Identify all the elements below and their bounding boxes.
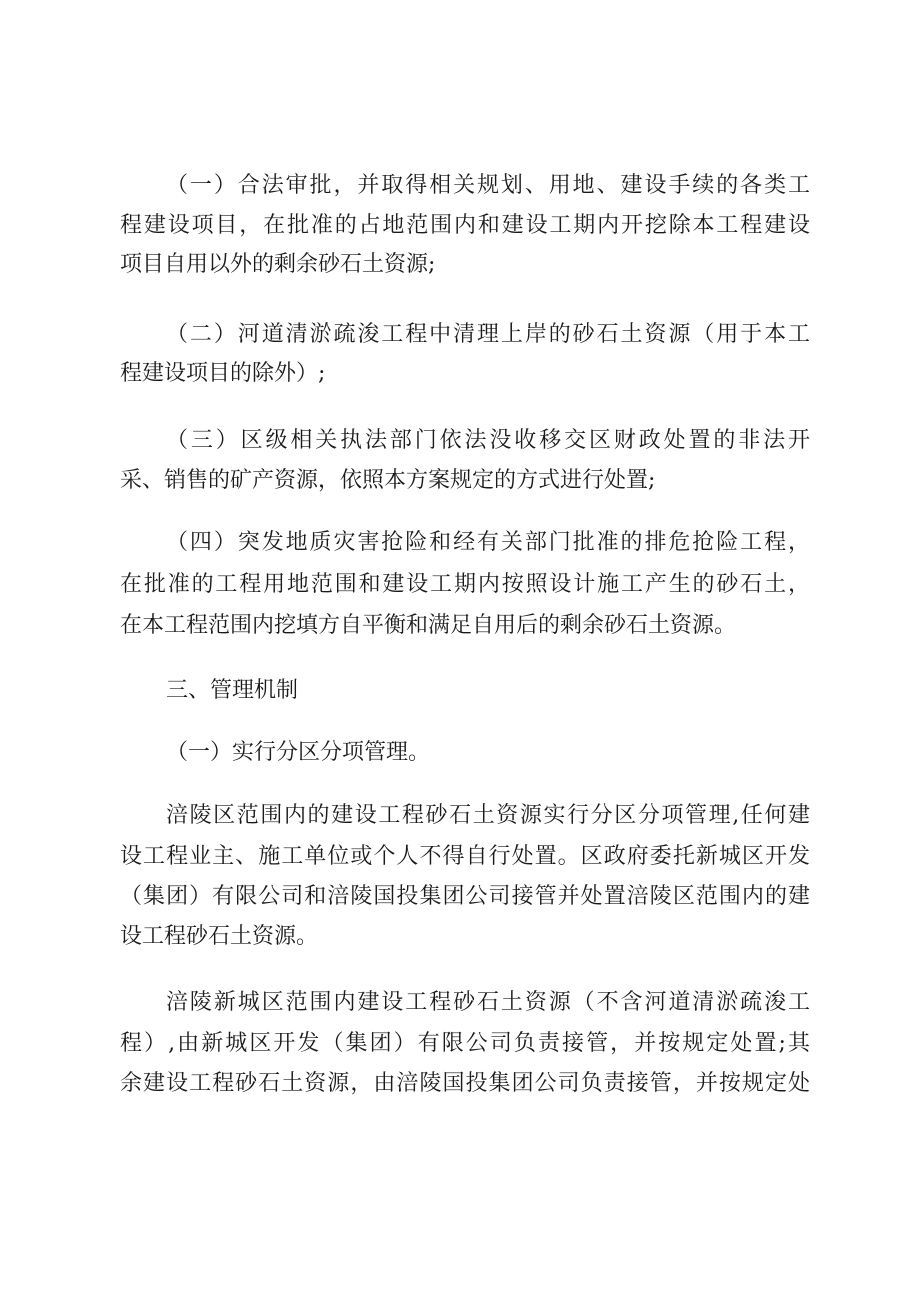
paragraph-3-line-1: （三）区级相关执法部门依法没收移交区财政处置的非法开 [166, 428, 810, 453]
paragraph-1-line-2: 程建设项目，在批准的占地范围内和建设工期内开挖除本工程建设 [120, 213, 810, 238]
paragraph-6-line-1: 涪陵新城区范围内建设工程砂石土资源（不含河道清淤疏浚工 [166, 990, 810, 1015]
paragraph-4-line-2: 在批准的工程用地范围和建设工期内按照设计施工产生的砂石土， [120, 572, 810, 597]
paragraph-4-line-3: 在本工程范围内挖填方自平衡和满足自用后的剩余砂石土资源。 [120, 613, 737, 638]
paragraph-3-line-2: 采、销售的矿产资源，依照本方案规定的方式进行处置; [120, 468, 656, 493]
paragraph-6-line-2: 程）,由新城区开发（集团）有限公司负责接管，并按规定处置;其 [120, 1031, 810, 1056]
paragraph-1-line-1: （一）合法审批，并取得相关规划、用地、建设手续的各类工 [166, 173, 810, 198]
paragraph-4-line-1: （四）突发地质灾害抢险和经有关部门批准的排危抢险工程， [166, 530, 810, 555]
paragraph-2-line-1: （二）河道清淤疏浚工程中清理上岸的砂石土资源（用于本工 [166, 322, 810, 347]
paragraph-1-line-3: 项目自用以外的剩余砂石土资源; [120, 252, 436, 277]
paragraph-5-line-3: （集团）有限公司和涪陵国投集团公司接管并处置涪陵区范围内的建 [120, 884, 810, 909]
paragraph-6-line-3: 余建设工程砂石土资源，由涪陵国投集团公司负责接管，并按规定处 [120, 1071, 810, 1096]
section-heading: 三、管理机制 [166, 678, 299, 703]
paragraph-2-line-2: 程建设项目的除外）; [120, 361, 326, 386]
paragraph-5-line-4: 设工程砂石土资源。 [120, 924, 319, 949]
paragraph-5-line-2: 设工程业主、施工单位或个人不得自行处置。区政府委托新城区开发 [120, 844, 810, 869]
paragraph-5-line-1: 涪陵区范围内的建设工程砂石土资源实行分区分项管理,任何建 [166, 803, 810, 828]
subsection-heading: （一）实行分区分项管理。 [166, 740, 431, 765]
